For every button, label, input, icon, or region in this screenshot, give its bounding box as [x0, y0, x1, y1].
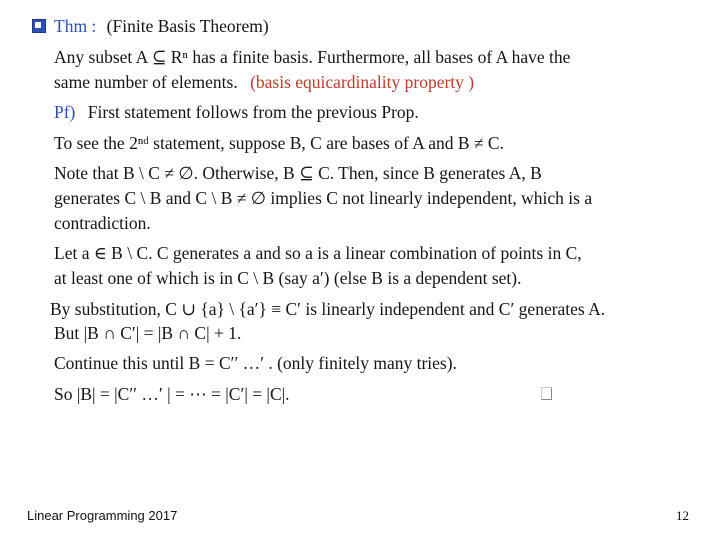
proof-line-5: contradiction. [54, 213, 151, 233]
page-number: 12 [676, 508, 689, 523]
proof-label: Pf) [54, 102, 76, 122]
proof-line-10: Continue this until B = C′′ …′ . (only finitely many tries). [54, 353, 457, 373]
statement-line-2 [54, 71, 474, 93]
proof-line-9: But |B ∩ C′| = |B ∩ C| + 1. [54, 323, 242, 343]
proof-line-3: Note that B \ C ≠ ∅. Otherwise, B ⊆ C. Then, since B generates A, B [54, 163, 542, 183]
proof-line-1 [54, 101, 419, 123]
footer-course: Linear Programming 2017 [27, 508, 178, 523]
statement-line-2-text: same number of elements. [54, 72, 238, 92]
property-note: (basis equicardinality property ) [250, 72, 475, 92]
proof-line-7: at least one of which is in C \ B (say a′) (else B is a dependent set). [54, 268, 522, 288]
theorem-label: Thm : [54, 16, 97, 36]
proof-line-2: To see the 2ⁿᵈ statement, suppose B, C are bases of A and B ≠ C. [54, 133, 504, 153]
proof-line-4: generates C \ B and C \ B ≠ ∅ implies C not linearly independent, which is a [54, 188, 593, 208]
bullet-square-icon [32, 19, 46, 33]
proof-line-8: By substitution, C ∪ {a} \ {a′} ≡ C′ is linearly independent and C′ generates A. [50, 299, 606, 319]
theorem-header [54, 15, 269, 37]
proof-line-6: Let a ∈ B \ C. C generates a and so a is a linear combination of points in C, [54, 243, 582, 263]
theorem-title: (Finite Basis Theorem) [106, 16, 269, 36]
statement-line-1: Any subset A ⊆ Rⁿ has a finite basis. Furthermore, all bases of A have the [54, 47, 571, 67]
proof-line-11: So |B| = |C′′ …′ | = ⋯ = |C′| = |C|. [54, 384, 290, 404]
proof-line-1-text: First statement follows from the previous Prop. [87, 102, 419, 122]
qed-box-icon [541, 387, 552, 400]
